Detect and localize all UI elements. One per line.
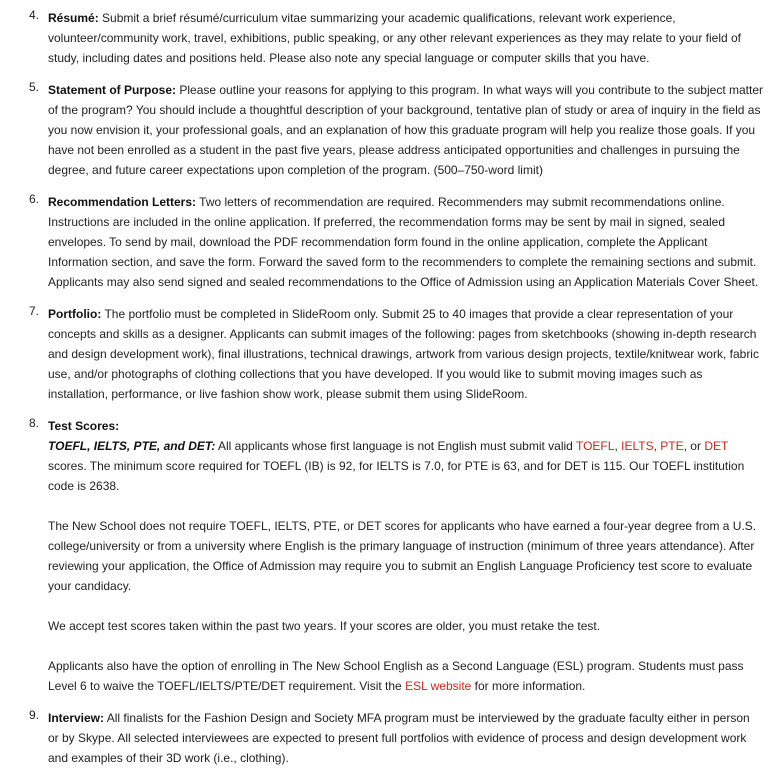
item-number: 5. [29, 80, 40, 94]
resume-paragraph [48, 8, 763, 68]
requirement-interview [0, 708, 771, 768]
esl-text-a: Applicants also have the option of enrolling in The New School English as a Second Language (ESL) program. Students must pass Level 6 to waive the TOEFL/IELTS/PTE/DET requirement. Visit the [48, 659, 744, 693]
pte-link[interactable]: PTE [660, 439, 684, 453]
interview-text: All finalists for the Fashion Design and Society MFA program must be interviewed by the graduate faculty either in person or by Skype. All selected interviewees are expected to present full portfolios with evidence of process and design development work and examples of their 3D work (i.e., clothing). [48, 711, 750, 765]
recommendation-text: Two letters of recommendation are required. Recommenders may submit recommendations online. Instructions are included in the online application. If preferred, the recommendation forms may be sent by mail in signed, sealed envelopes. To send by mail, download the PDF recommendation form found in the online application, complete the Applicant Information section, and save the form. Forward the saved form to the recommenders to complete the remaining sections and submit. Applicants may also send signed and sealed recommendations to the Office of Admission using an Application Materials Cover Sheet. [48, 195, 759, 289]
det-link[interactable]: DET [704, 439, 729, 453]
test-scores-validity-paragraph: We accept test scores taken within the past two years. If your scores are older, you must retake the test. [48, 619, 601, 633]
test-scores-esl-paragraph [48, 656, 763, 696]
resume-label: Résumé: [48, 11, 99, 25]
test-scores-label: Test Scores: [48, 419, 120, 433]
comma-separator: , [614, 439, 618, 453]
requirement-resume [0, 8, 771, 68]
requirement-statement-of-purpose [0, 80, 771, 180]
spacer [48, 596, 763, 616]
spacer [48, 636, 763, 656]
item-number: 4. [29, 8, 40, 22]
test-scores-text-b: scores. The minimum score required for TOEFL (IB) is 92, for IELTS is 7.0, for PTE is 63, and for DET is 115. Our TOEFL institution code is 2638. [48, 459, 745, 493]
spacer [48, 496, 763, 516]
interview-paragraph [48, 708, 763, 768]
test-scores-text-a: All applicants whose first language is not English must submit valid [218, 439, 573, 453]
ielts-link[interactable]: IELTS [621, 439, 654, 453]
recommendation-paragraph [48, 192, 763, 292]
or-separator: , or [683, 439, 701, 453]
item-number: 9. [29, 708, 40, 722]
statement-text: Please outline your reasons for applying to this program. In what ways will you contribute to the subject matter of the program? You should include a thoughtful description of your background, tentative plan of study or area of inquiry in the field as you now envision it, your professional goals, and an explanation of how this graduate program will help you realize those goals. If you have not been enrolled as a student in the past five years, please address anticipated opportunities and challenges in pursuing the degree, and future career expectations upon completion of the program. (500–750-word limit) [48, 83, 763, 177]
requirement-portfolio [0, 304, 771, 404]
item-number: 8. [29, 416, 40, 430]
item-number: 6. [29, 192, 40, 206]
portfolio-text: The portfolio must be completed in SlideRoom only. Submit 25 to 40 images that provide a clear representation of your concepts and skills as a designer. Applicants can submit images of the following: pages from sketchbooks (showing in-depth research and design development work), final illustrations, technical drawings, artwork from various design projects, textile/knitwear work, fabric use, and/or photographs of clothing collections that you have developed. If you would like to submit moving images such as installation, performance, or live fashion show work, please submit them using SlideRoom. [48, 307, 759, 401]
statement-label: Statement of Purpose: [48, 83, 177, 97]
item-number: 7. [29, 304, 40, 318]
comma-separator: , [653, 439, 657, 453]
requirement-test-scores [0, 416, 771, 696]
toefl-link[interactable]: TOEFL [575, 439, 615, 453]
test-scores-sublabel: TOEFL, IELTS, PTE, and DET: [48, 439, 216, 453]
esl-text-b: for more information. [474, 679, 586, 693]
test-scores-paragraph [48, 436, 763, 496]
portfolio-paragraph [48, 304, 763, 404]
portfolio-label: Portfolio: [48, 307, 102, 321]
test-scores-waiver-paragraph: The New School does not require TOEFL, IELTS, PTE, or DET scores for applicants who have earned a four-year degree from a U.S. college/university or from a university where English is the primary language of instruction (minimum of three years attendance). After reviewing your application, the Office of Admission may require you to submit an English Language Proficiency test score to evaluate your candidacy. [48, 519, 757, 593]
requirements-list [0, 8, 771, 768]
recommendation-label: Recommendation Letters: [48, 195, 197, 209]
interview-label: Interview: [48, 711, 105, 725]
resume-text: Submit a brief résumé/curriculum vitae summarizing your academic qualifications, relevant work experience, volunteer/community work, travel, exhibitions, public speaking, or any other relevant experiences as they may relate to your field of study, including dates and positions held. Please also note any special language or computer skills that you have. [48, 11, 742, 65]
statement-paragraph [48, 80, 763, 180]
requirement-recommendation-letters [0, 192, 771, 292]
test-scores-heading [48, 416, 763, 436]
esl-website-link[interactable]: ESL website [405, 679, 472, 693]
